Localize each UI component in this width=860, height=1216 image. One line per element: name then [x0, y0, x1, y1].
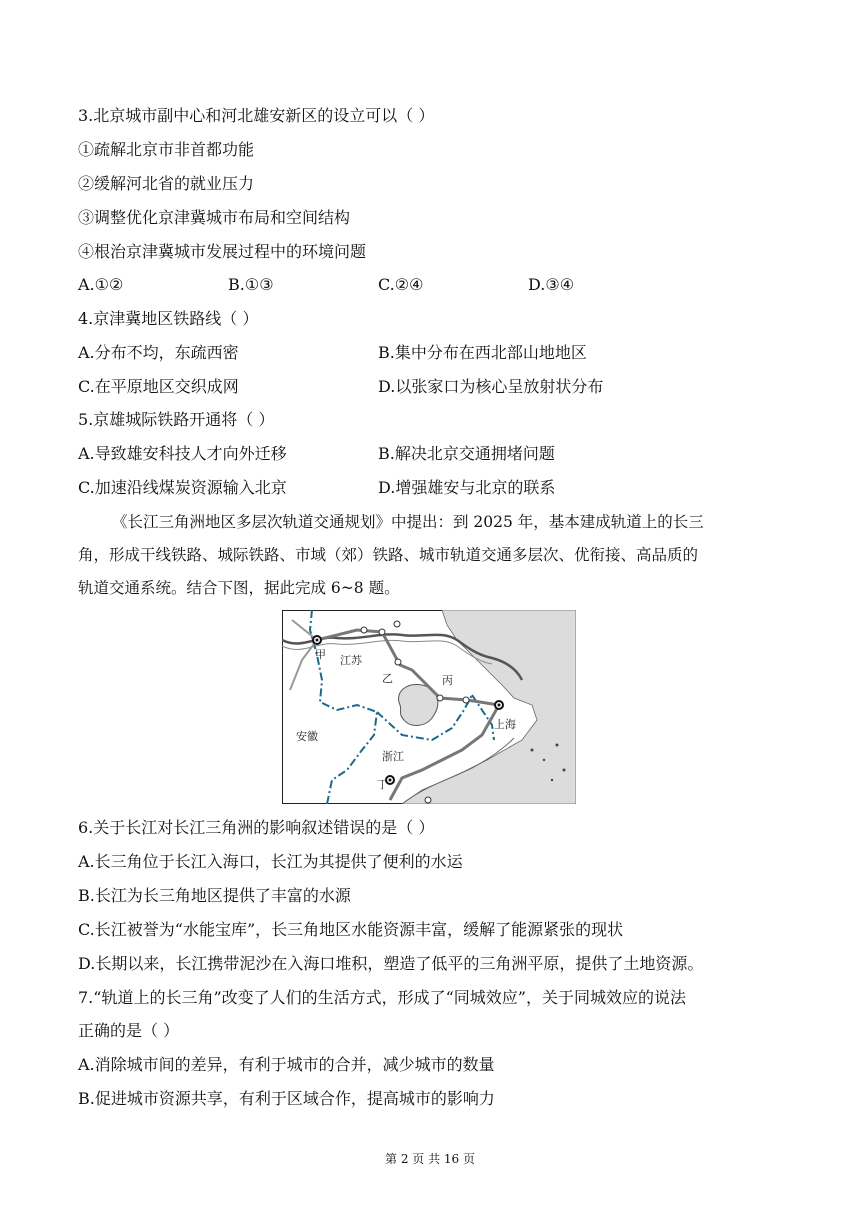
- island: [543, 759, 545, 761]
- station-node: [361, 627, 367, 633]
- q4-option-d: D.以张家口为核心呈放射状分布: [378, 377, 604, 396]
- page-footer: 第 2 页 共 16 页: [385, 1152, 475, 1166]
- q3-item-4: ④根治京津冀城市发展过程中的环境问题: [78, 242, 367, 261]
- map-label-shanghai: 上海: [494, 718, 516, 731]
- map-label-bing: 丙: [442, 674, 453, 687]
- map-label-jiangsu: 江苏: [340, 654, 362, 667]
- q4-option-c: C.在平原地区交织成网: [78, 377, 239, 396]
- station-node: [394, 621, 400, 627]
- q3-item-1: ①疏解北京市非首都功能: [78, 140, 255, 159]
- q6-stem: 6.关于长江对长江三角洲的影响叙述错误的是（ ）: [78, 818, 435, 837]
- intro-line-3: 轨道交通系统。结合下图，据此完成 6~8 题。: [78, 579, 400, 597]
- q6-option-c: C.长江被誉为“水能宝库”，长三角地区水能资源丰富，缓解了能源紧张的现状: [78, 920, 624, 939]
- station-node: [437, 695, 443, 701]
- station-node: [463, 697, 469, 703]
- q4-stem: 4.京津冀地区铁路线（ ）: [78, 309, 259, 328]
- q6-option-d: D.长期以来，长江携带泥沙在入海口堆积，塑造了低平的三角洲平原，提供了土地资源。: [78, 954, 704, 973]
- intro-line-1: 《长江三角洲地区多层次轨道交通规划》中提出：到 2025 年，基本建成轨道上的长三: [112, 513, 704, 531]
- q5-option-c: C.加速沿线煤炭资源输入北京: [78, 478, 287, 497]
- q7-option-a: A.消除城市间的差异，有利于城市的合并，减少城市的数量: [78, 1055, 495, 1074]
- island: [563, 769, 566, 772]
- q6-option-b: B.长江为长三角地区提供了丰富的水源: [78, 886, 351, 905]
- q6-option-a: A.长三角位于长江入海口，长江为其提供了便利的水运: [78, 852, 463, 871]
- q7-stem-line-1: 7.“轨道上的长三角”改变了人们的生活方式，形成了“同城效应”，关于同城效应的说法: [78, 988, 686, 1007]
- q5-option-d: D.增强雄安与北京的联系: [378, 478, 556, 497]
- q5-option-b: B.解决北京交通拥堵问题: [378, 444, 555, 463]
- q3-stem: 3.北京城市副中心和河北雄安新区的设立可以（ ）: [78, 106, 435, 125]
- map-label-yi: 乙: [382, 672, 393, 685]
- q3-item-2: ②缓解河北省的就业压力: [78, 174, 255, 193]
- map-label-zhejiang: 浙江: [382, 750, 404, 763]
- map-label-anhui: 安徽: [296, 730, 318, 743]
- intro-line-2: 角，形成干线铁路、城际铁路、市域（郊）铁路、城市轨道交通多层次、优衔接、高品质的: [78, 546, 699, 564]
- q4-option-a: A.分布不均，东疏西密: [78, 343, 239, 362]
- q5-option-a: A.导致雄安科技人才向外迁移: [78, 444, 287, 463]
- q3-option-a: A.①②: [78, 275, 124, 294]
- q3-option-c: C.②④: [378, 275, 424, 294]
- map-label-ding: 丁: [377, 778, 388, 791]
- yangtze-delta-map: [282, 610, 576, 804]
- station-node: [379, 629, 385, 635]
- q5-stem: 5.京雄城际铁路开通将（ ）: [78, 410, 275, 429]
- q3-option-d: D.③④: [528, 275, 575, 294]
- map-label-jia: 甲: [315, 648, 326, 661]
- q3-item-3: ③调整优化京津冀城市布局和空间结构: [78, 208, 351, 227]
- island: [556, 744, 559, 747]
- island: [551, 779, 553, 781]
- station-node: [395, 659, 401, 665]
- q7-stem-line-2: 正确的是（ ）: [78, 1021, 180, 1040]
- q3-option-b: B.①③: [228, 275, 274, 294]
- station-node: [425, 797, 431, 803]
- island: [531, 749, 534, 752]
- q7-option-b: B.促进城市资源共享，有利于区域合作，提高城市的影响力: [78, 1089, 495, 1108]
- q4-option-b: B.集中分布在西北部山地地区: [378, 343, 587, 362]
